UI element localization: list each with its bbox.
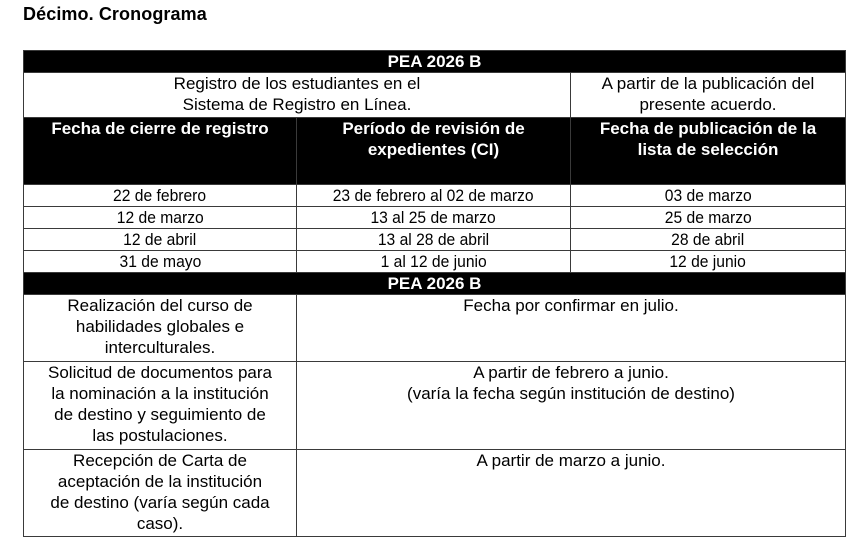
- cell-text: 13 al 25 de marzo: [370, 208, 497, 227]
- publication-date-cell: [571, 251, 846, 273]
- table-row: [24, 251, 846, 273]
- text-line: Solicitud de documentos para: [48, 363, 272, 382]
- text-line: interculturales.: [104, 338, 216, 357]
- text-line: lista de selección: [637, 140, 779, 159]
- column-header-row: [24, 118, 846, 185]
- table-row: [24, 207, 846, 229]
- text-line: Registro de los estudiantes en el: [173, 74, 421, 93]
- table-row: [24, 229, 846, 251]
- text-line: la nominación a la institución: [51, 384, 269, 403]
- text-line: A partir de febrero a junio.: [473, 363, 669, 382]
- closing-date-cell: [24, 229, 297, 251]
- review-period-cell: [297, 229, 571, 251]
- column-header-publication-date: [571, 118, 846, 185]
- cell-text: 12 de marzo: [116, 208, 204, 227]
- activity-description: [24, 295, 297, 362]
- text-line: las postulaciones.: [92, 426, 228, 445]
- cell-text: 25 de marzo: [664, 208, 752, 227]
- activity-date: [297, 295, 846, 362]
- text-line: Período de revisión de: [342, 119, 525, 138]
- text-line: expedientes (CI): [367, 140, 500, 159]
- cell-text: 12 de junio: [669, 252, 747, 271]
- review-period-cell: [297, 251, 571, 273]
- activity-row: [24, 295, 846, 362]
- closing-date-cell: [24, 185, 297, 207]
- text-line: Fecha de publicación de la: [599, 119, 817, 138]
- publication-date-cell: [571, 229, 846, 251]
- cell-text: 13 al 28 de abril: [377, 230, 490, 249]
- cell-text: 03 de marzo: [664, 186, 752, 205]
- registration-row: [24, 73, 846, 118]
- text-line: habilidades globales e: [75, 317, 245, 336]
- publication-date-cell: [571, 207, 846, 229]
- table-row: [24, 185, 846, 207]
- cell-text: 28 de abril: [671, 230, 745, 249]
- closing-date-cell: [24, 251, 297, 273]
- activity-description: [24, 450, 297, 537]
- text-line: presente acuerdo.: [639, 95, 777, 114]
- text-line: Recepción de Carta de: [73, 451, 247, 470]
- registration-activity: [24, 73, 571, 118]
- table-header-row: [24, 273, 846, 295]
- program-header: PEA 2026 B: [24, 51, 846, 73]
- text-line: A partir de marzo a junio.: [476, 451, 666, 470]
- text-line: caso).: [136, 514, 184, 533]
- program-header: PEA 2026 B: [24, 273, 846, 295]
- column-header-review-period: [297, 118, 571, 185]
- text-line: Fecha por confirmar en julio.: [463, 296, 679, 315]
- text-line: de destino y seguimiento de: [54, 405, 266, 424]
- publication-date-cell: [571, 185, 846, 207]
- activity-date: [297, 362, 846, 450]
- cell-text: 31 de mayo: [119, 252, 201, 271]
- closing-date-cell: [24, 207, 297, 229]
- cell-text: 22 de febrero: [113, 186, 207, 205]
- cell-text: 12 de abril: [123, 230, 197, 249]
- review-period-cell: [297, 207, 571, 229]
- column-header-closing-date: [24, 118, 297, 185]
- text-line: aceptación de la institución: [57, 472, 263, 491]
- text-line: (varía la fecha según institución de destino): [407, 384, 735, 403]
- text-line: Realización del curso de: [67, 296, 253, 315]
- activity-row: [24, 362, 846, 450]
- text-line: de destino (varía según cada: [50, 493, 270, 512]
- text-line: A partir de la publicación del: [601, 74, 815, 93]
- activity-description: [24, 362, 297, 450]
- cell-text: 23 de febrero al 02 de marzo: [333, 186, 534, 205]
- activity-row: [24, 450, 846, 537]
- text-line: Fecha de cierre de registro: [51, 119, 269, 138]
- text-line: Sistema de Registro en Línea.: [182, 95, 412, 114]
- schedule-table: [23, 50, 846, 537]
- activity-date: [297, 450, 846, 537]
- review-period-cell: [297, 185, 571, 207]
- table-header-row: [24, 51, 846, 73]
- section-title: Décimo. Cronograma: [23, 4, 207, 24]
- registration-date: [571, 73, 846, 118]
- cell-text: 1 al 12 de junio: [380, 252, 487, 271]
